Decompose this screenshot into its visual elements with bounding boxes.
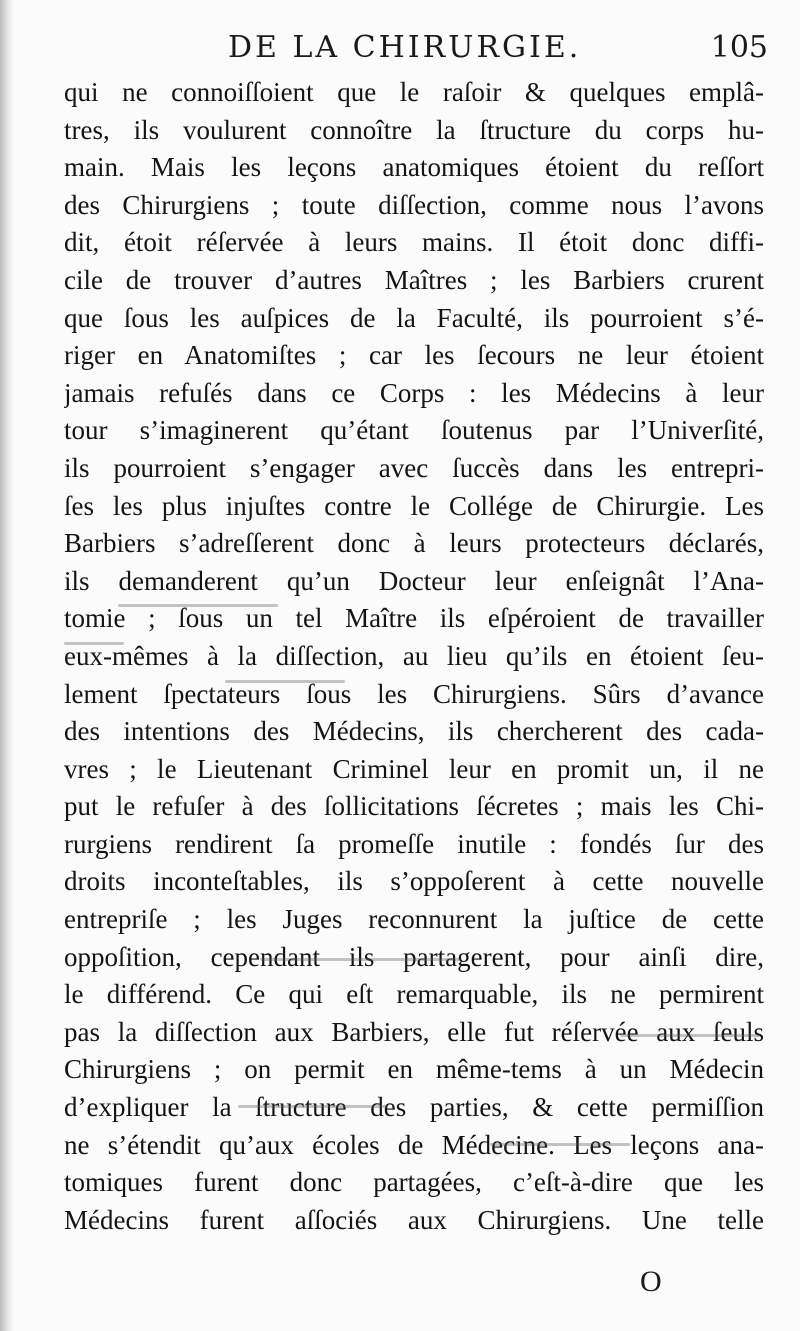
text-line: ne s’étendit qu’aux écoles de Médecine. Les leçons ana- (64, 1129, 764, 1160)
catchword: O (640, 1265, 662, 1298)
text-line: oppoſition, cependant ils partagerent, pour ainſi dire, (64, 941, 764, 972)
pencil-underline (620, 1034, 760, 1037)
text-line: des Chirurgiens ; toute diſſection, comme nous l’avons (64, 189, 764, 220)
text-line: dit, étoit réſervée à leurs mains. Il étoit donc diffi- (64, 227, 764, 258)
running-title: DE LA CHIRURGIE. (228, 30, 582, 65)
text-line: que ſous les auſpices de la Faculté, ils pourroient s’é- (64, 302, 764, 333)
text-line: le différend. Ce qui eſt remarquable, ils ne permirent (64, 979, 764, 1010)
text-line: qui ne connoiſſoient que le raſoir & quelques emplâ- (64, 77, 764, 107)
pencil-underline (118, 604, 278, 607)
text-line: tour s’imaginerent qu’étant ſoutenus par l’Univerſité, (64, 415, 764, 446)
text-line: d’expliquer la ſtructure des parties, & cette permiſſion (64, 1092, 764, 1123)
body-text (64, 74, 764, 1239)
pencil-underline (260, 958, 460, 961)
pencil-underline (238, 1105, 388, 1108)
pencil-underline (225, 680, 345, 683)
text-line: pas la diſſection aux Barbiers, elle fut réſervée aux ſeuls (64, 1016, 764, 1047)
text-line: lement ſpectateurs ſous les Chirurgiens. Sûrs d’avance (64, 678, 764, 709)
text-line: vres ; le Lieutenant Criminel leur en promit un, il ne (64, 753, 764, 784)
text-line: Médecins furent aſſociés aux Chirurgiens. Une telle (64, 1204, 764, 1235)
text-line: Barbiers s’adreſſerent donc à leurs protecteurs déclarés, (64, 528, 764, 559)
text-line: cile de trouver d’autres Maîtres ; les Barbiers crurent (64, 264, 764, 295)
page-number: 105 (710, 30, 768, 65)
text-line: put le refuſer à des ſollicitations ſécretes ; mais les Chi- (64, 791, 764, 822)
text-line: droits inconteſtables, ils s’oppoſerent à cette nouvelle (64, 866, 764, 897)
text-line: tres, ils voulurent connoître la ſtructure du corps hu- (64, 114, 764, 145)
text-line: rurgiens rendirent ſa promeſſe inutile : fondés ſur des (64, 828, 764, 859)
text-line: entrepriſe ; les Juges reconnurent la juſtice de cette (64, 904, 764, 935)
text-line: ils pourroient s’engager avec ſuccès dans les entrepri- (64, 452, 764, 483)
text-line: tomie ; ſous un tel Maître ils eſpéroient de travailler (64, 603, 764, 634)
text-line: jamais refuſés dans ce Corps : les Médecins à leur (64, 377, 764, 408)
text-line: des intentions des Médecins, ils chercherent des cada- (64, 716, 764, 747)
text-line: eux-mêmes à la diſſection, au lieu qu’ils en étoient ſeu- (64, 640, 764, 671)
text-line: ſes les plus injuſtes contre le Collége de Chirurgie. Les (64, 490, 764, 521)
text-line: tomiques furent donc partagées, c’eſt-à-dire que les (64, 1167, 764, 1198)
text-line: Chirurgiens ; on permit en même-tems à un Médecin (64, 1054, 764, 1085)
page-header (0, 30, 800, 70)
pencil-underline (490, 1143, 630, 1146)
text-line: riger en Anatomiſtes ; car les ſecours ne leur étoient (64, 340, 764, 371)
pencil-underline (64, 642, 124, 645)
page-gutter-shadow (0, 0, 14, 1331)
text-line: ils demanderent qu’un Docteur leur enſeignât l’Ana- (64, 565, 764, 596)
text-line: main. Mais les leçons anatomiques étoient du reſſort (64, 152, 764, 183)
